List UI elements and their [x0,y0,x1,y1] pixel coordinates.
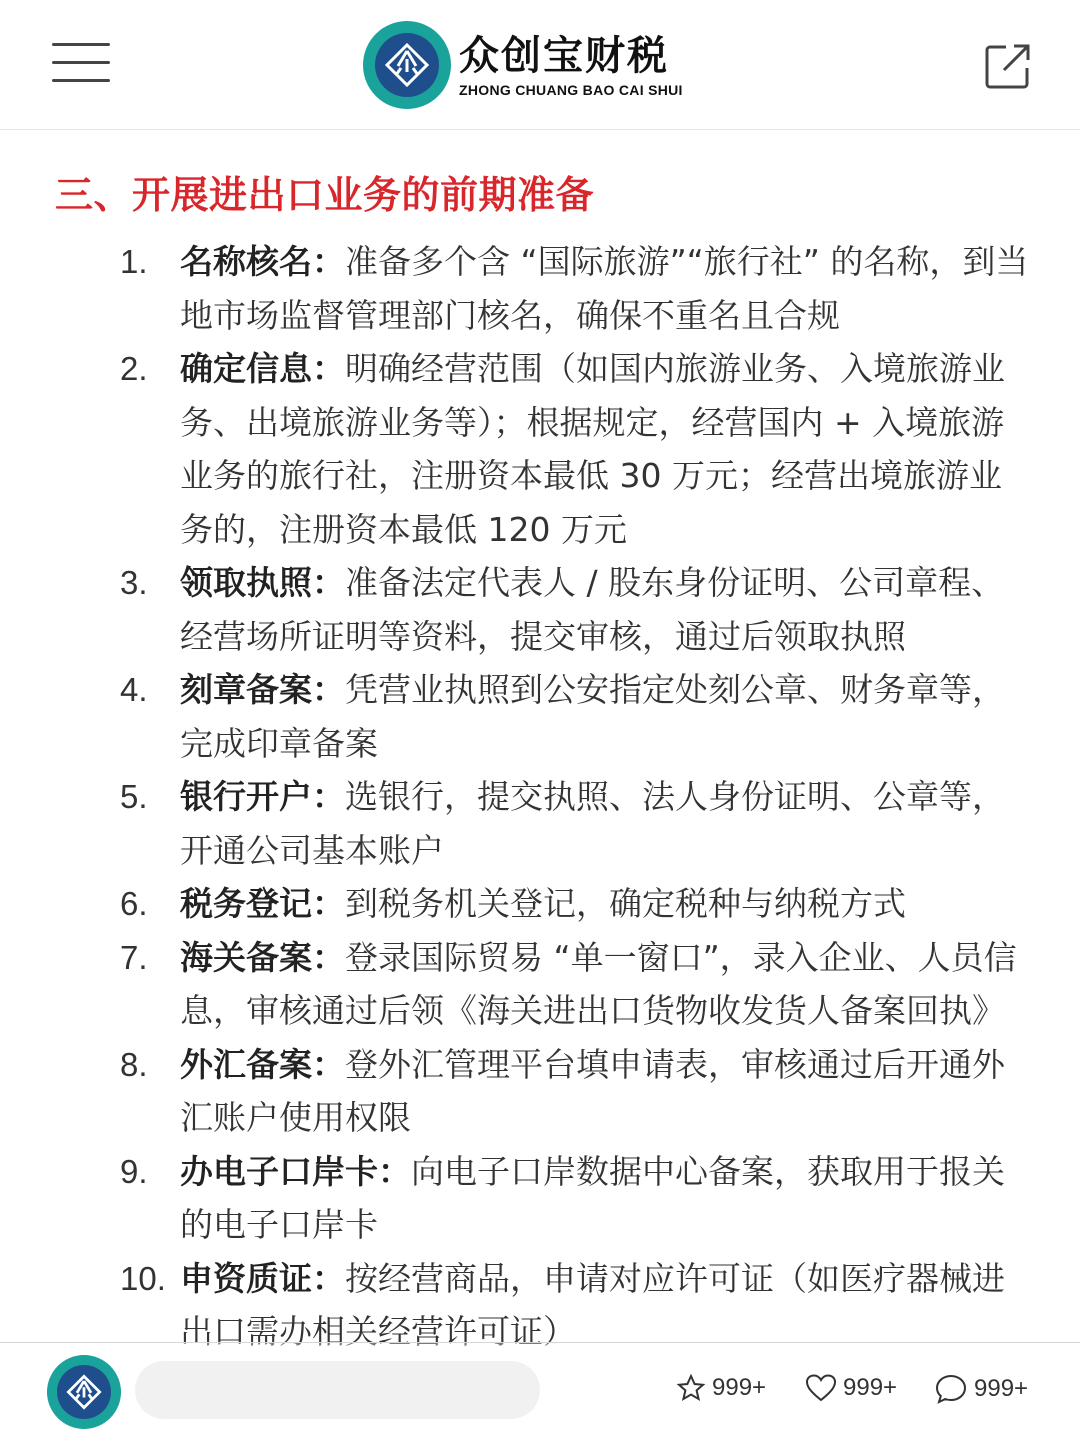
favorite-button[interactable] [676,1373,766,1403]
section-title: 三、开展进出口业务的前期准备 [55,173,595,217]
list-item [0,931,1030,1038]
item-text: 到税务机关登记，确定税种与纳税方式 [345,884,906,923]
brand-logo-group[interactable] [363,20,683,110]
item-label: 外汇备案： [180,1044,345,1084]
menu-line [52,43,110,46]
list-item [0,556,1030,663]
comment-input[interactable] [135,1361,540,1419]
item-label: 申资质证： [180,1258,345,1298]
item-label: 海关备案： [180,937,345,977]
item-label: 办电子口岸卡： [180,1151,411,1191]
list-item [0,1038,1030,1145]
item-label: 名称核名： [180,242,345,281]
item-text: 准备多个含 “国际旅游”“旅行社” 的名称，到当地市场监督管理部门核名，确保不重名且合规 [180,242,1029,335]
bottom-action-bar [0,1342,1080,1440]
list-item [0,770,1030,877]
like-button[interactable] [805,1373,897,1403]
item-label: 确定信息： [180,349,345,388]
brand-logo-icon [363,21,451,109]
heart-icon [805,1373,837,1403]
comment-button[interactable] [934,1373,1028,1405]
comment-bubble-icon [934,1373,968,1405]
item-number: 4. [120,671,148,708]
item-label: 刻章备案： [180,670,345,709]
item-text: 向电子口岸数据中心备案，获取用于报关的电子口岸卡 [180,1151,1005,1244]
list-item [0,235,1030,342]
item-number: 1. [120,243,148,280]
author-avatar[interactable] [47,1355,121,1429]
list-item [0,342,1030,556]
favorite-count: 999+ [712,1374,767,1401]
item-label: 税务登记： [180,884,345,923]
item-number: 2. [120,350,148,387]
item-number: 10. [120,1259,166,1297]
item-number: 9. [120,1152,148,1190]
hamburger-menu-icon[interactable] [52,43,110,83]
list-item [0,877,1030,931]
item-text: 明确经营范围（如国内旅游业务、入境旅游业务、出境旅游业务等）；根据规定，经营国内 + 入境旅游业务的旅行社，注册资本最低 30 万元；经营出境旅游业务的，注册资本最低 120 万元 [180,349,1005,549]
menu-line [52,79,110,82]
item-label: 领取执照： [180,563,345,602]
item-text: 选银行，提交执照、法人身份证明、公章等，开通公司基本账户 [180,777,1005,870]
list-item [0,1145,1030,1252]
item-text: 登外汇管理平台填申请表，审核通过后开通外汇账户使用权限 [180,1044,1005,1137]
like-count: 999+ [843,1374,898,1401]
comment-count: 999+ [974,1375,1029,1402]
menu-line [52,61,110,64]
item-text: 登录国际贸易 “单一窗口”，录入企业、人员信息，审核通过后领《海关进出口货物收发货人备案回执》 [180,937,1017,1030]
top-header [0,0,1080,130]
brand-name: 众创宝财税 [459,33,669,79]
item-text: 按经营商品，申请对应许可证（如医疗器械进出口需办相关经营许可证） [180,1258,1005,1351]
star-icon [676,1373,706,1403]
external-share-icon[interactable] [984,42,1032,90]
item-number: 3. [120,564,148,601]
item-number: 5. [120,778,148,815]
steps-list [0,235,1080,1359]
item-number: 8. [120,1045,148,1083]
item-text: 准备法定代表人 / 股东身份证明、公司章程、经营场所证明等资料，提交审核，通过后领取执照 [180,563,1005,656]
brand-subtitle: ZHONG CHUANG BAO CAI SHUI [459,82,683,98]
item-number: 7. [120,938,148,976]
item-number: 6. [120,885,148,922]
item-label: 银行开户： [180,777,345,816]
list-item [0,663,1030,770]
item-text: 凭营业执照到公安指定处刻公章、财务章等，完成印章备案 [180,670,1005,763]
